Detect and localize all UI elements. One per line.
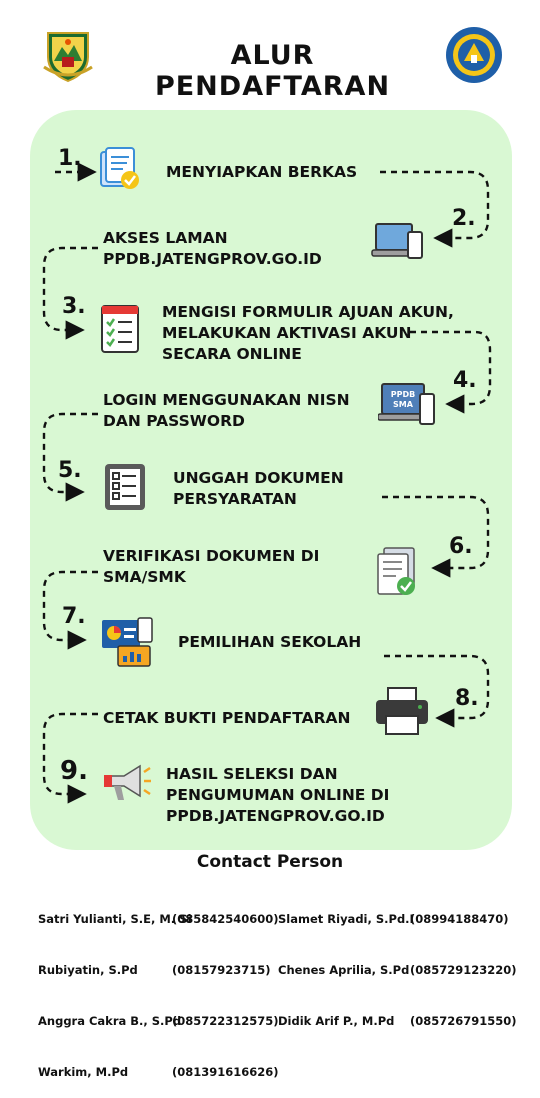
svg-text:PPDB: PPDB: [390, 390, 416, 399]
step-2-number: 2.: [452, 206, 476, 231]
contact-name: Rubiyatin, S.Pd: [38, 963, 138, 977]
step-6-text: VERIFIKASI DOKUMEN DI SMA/SMK: [103, 547, 320, 586]
step-8-text: CETAK BUKTI PENDAFTARAN: [103, 709, 351, 727]
contact-phone: (08994188470): [410, 912, 509, 926]
contact-phone: (085726791550): [410, 1014, 517, 1028]
step-4-number: 4.: [453, 368, 477, 393]
step-1-number: 1.: [58, 146, 82, 171]
contact-name: Chenes Aprilia, S.Pd: [278, 963, 410, 977]
contact-phones-right: [410, 877, 517, 1047]
step-6-number: 6.: [449, 534, 473, 559]
contact-names-right: [278, 877, 414, 1047]
step-3-number: 3.: [62, 294, 86, 319]
jawa-tengah-emblem-icon: [40, 27, 96, 83]
dashboard-devices-icon: [100, 616, 156, 668]
printer-icon: [374, 686, 430, 736]
step-5-number: 5.: [58, 458, 82, 483]
tablet-checklist-icon: [103, 462, 147, 512]
contact-phone: (085842540600): [172, 912, 279, 926]
contact-name: Didik Arif P., M.Pd: [278, 1014, 395, 1028]
step-5-text: UNGGAH DOKUMEN PERSYARATAN: [173, 469, 344, 508]
step-4-text: LOGIN MENGGUNAKAN NISN DAN PASSWORD: [103, 391, 350, 430]
verified-document-icon: [374, 546, 422, 598]
step-2-text: AKSES LAMAN PPDB.JATENGPROV.GO.ID: [103, 229, 322, 268]
contact-names-left: [38, 877, 191, 1098]
step-9-number: 9.: [60, 756, 88, 786]
contact-phone: (085729123220): [410, 963, 517, 977]
contact-name: Slamet Riyadi, S.Pd.I: [278, 912, 414, 926]
contact-name: Satri Yulianti, S.E, M. Si: [38, 912, 192, 926]
step-9-text: HASIL SELEKSI DAN PENGUMUMAN ONLINE DI PPDB.JATENGPROV.GO.ID: [166, 765, 390, 825]
step-7-text: PEMILIHAN SEKOLAH: [178, 633, 362, 651]
school-emblem-icon: [444, 25, 504, 85]
contact-phones-left: [172, 877, 279, 1098]
svg-text:SMA: SMA: [393, 400, 413, 409]
contact-phone: (085722312575): [172, 1014, 279, 1028]
page-title: ALUR PENDAFTARAN: [154, 40, 391, 102]
contact-name: Anggra Cakra B., S.Pd: [38, 1014, 182, 1028]
contact-name: Warkim, M.Pd: [38, 1065, 129, 1079]
step-7-number: 7.: [62, 604, 86, 629]
header: [0, 0, 540, 105]
laptop-phone-icon: [370, 220, 426, 266]
contact-phone: (08157923715): [172, 963, 271, 977]
contact-phone: (081391616626): [172, 1065, 279, 1079]
ppdb-sma-laptop-icon: [378, 382, 436, 428]
step-8-number: 8.: [455, 686, 479, 711]
megaphone-icon: [102, 760, 152, 804]
step-3-text: MENGISI FORMULIR AJUAN AKUN, MELAKUKAN AKTIVASI AKUN SECARA ONLINE: [162, 303, 454, 363]
contact-title: Contact Person: [196, 852, 344, 872]
step-1-text: MENYIAPKAN BERKAS: [166, 163, 358, 181]
form-checklist-icon: [100, 304, 140, 354]
documents-check-icon: [97, 146, 143, 192]
